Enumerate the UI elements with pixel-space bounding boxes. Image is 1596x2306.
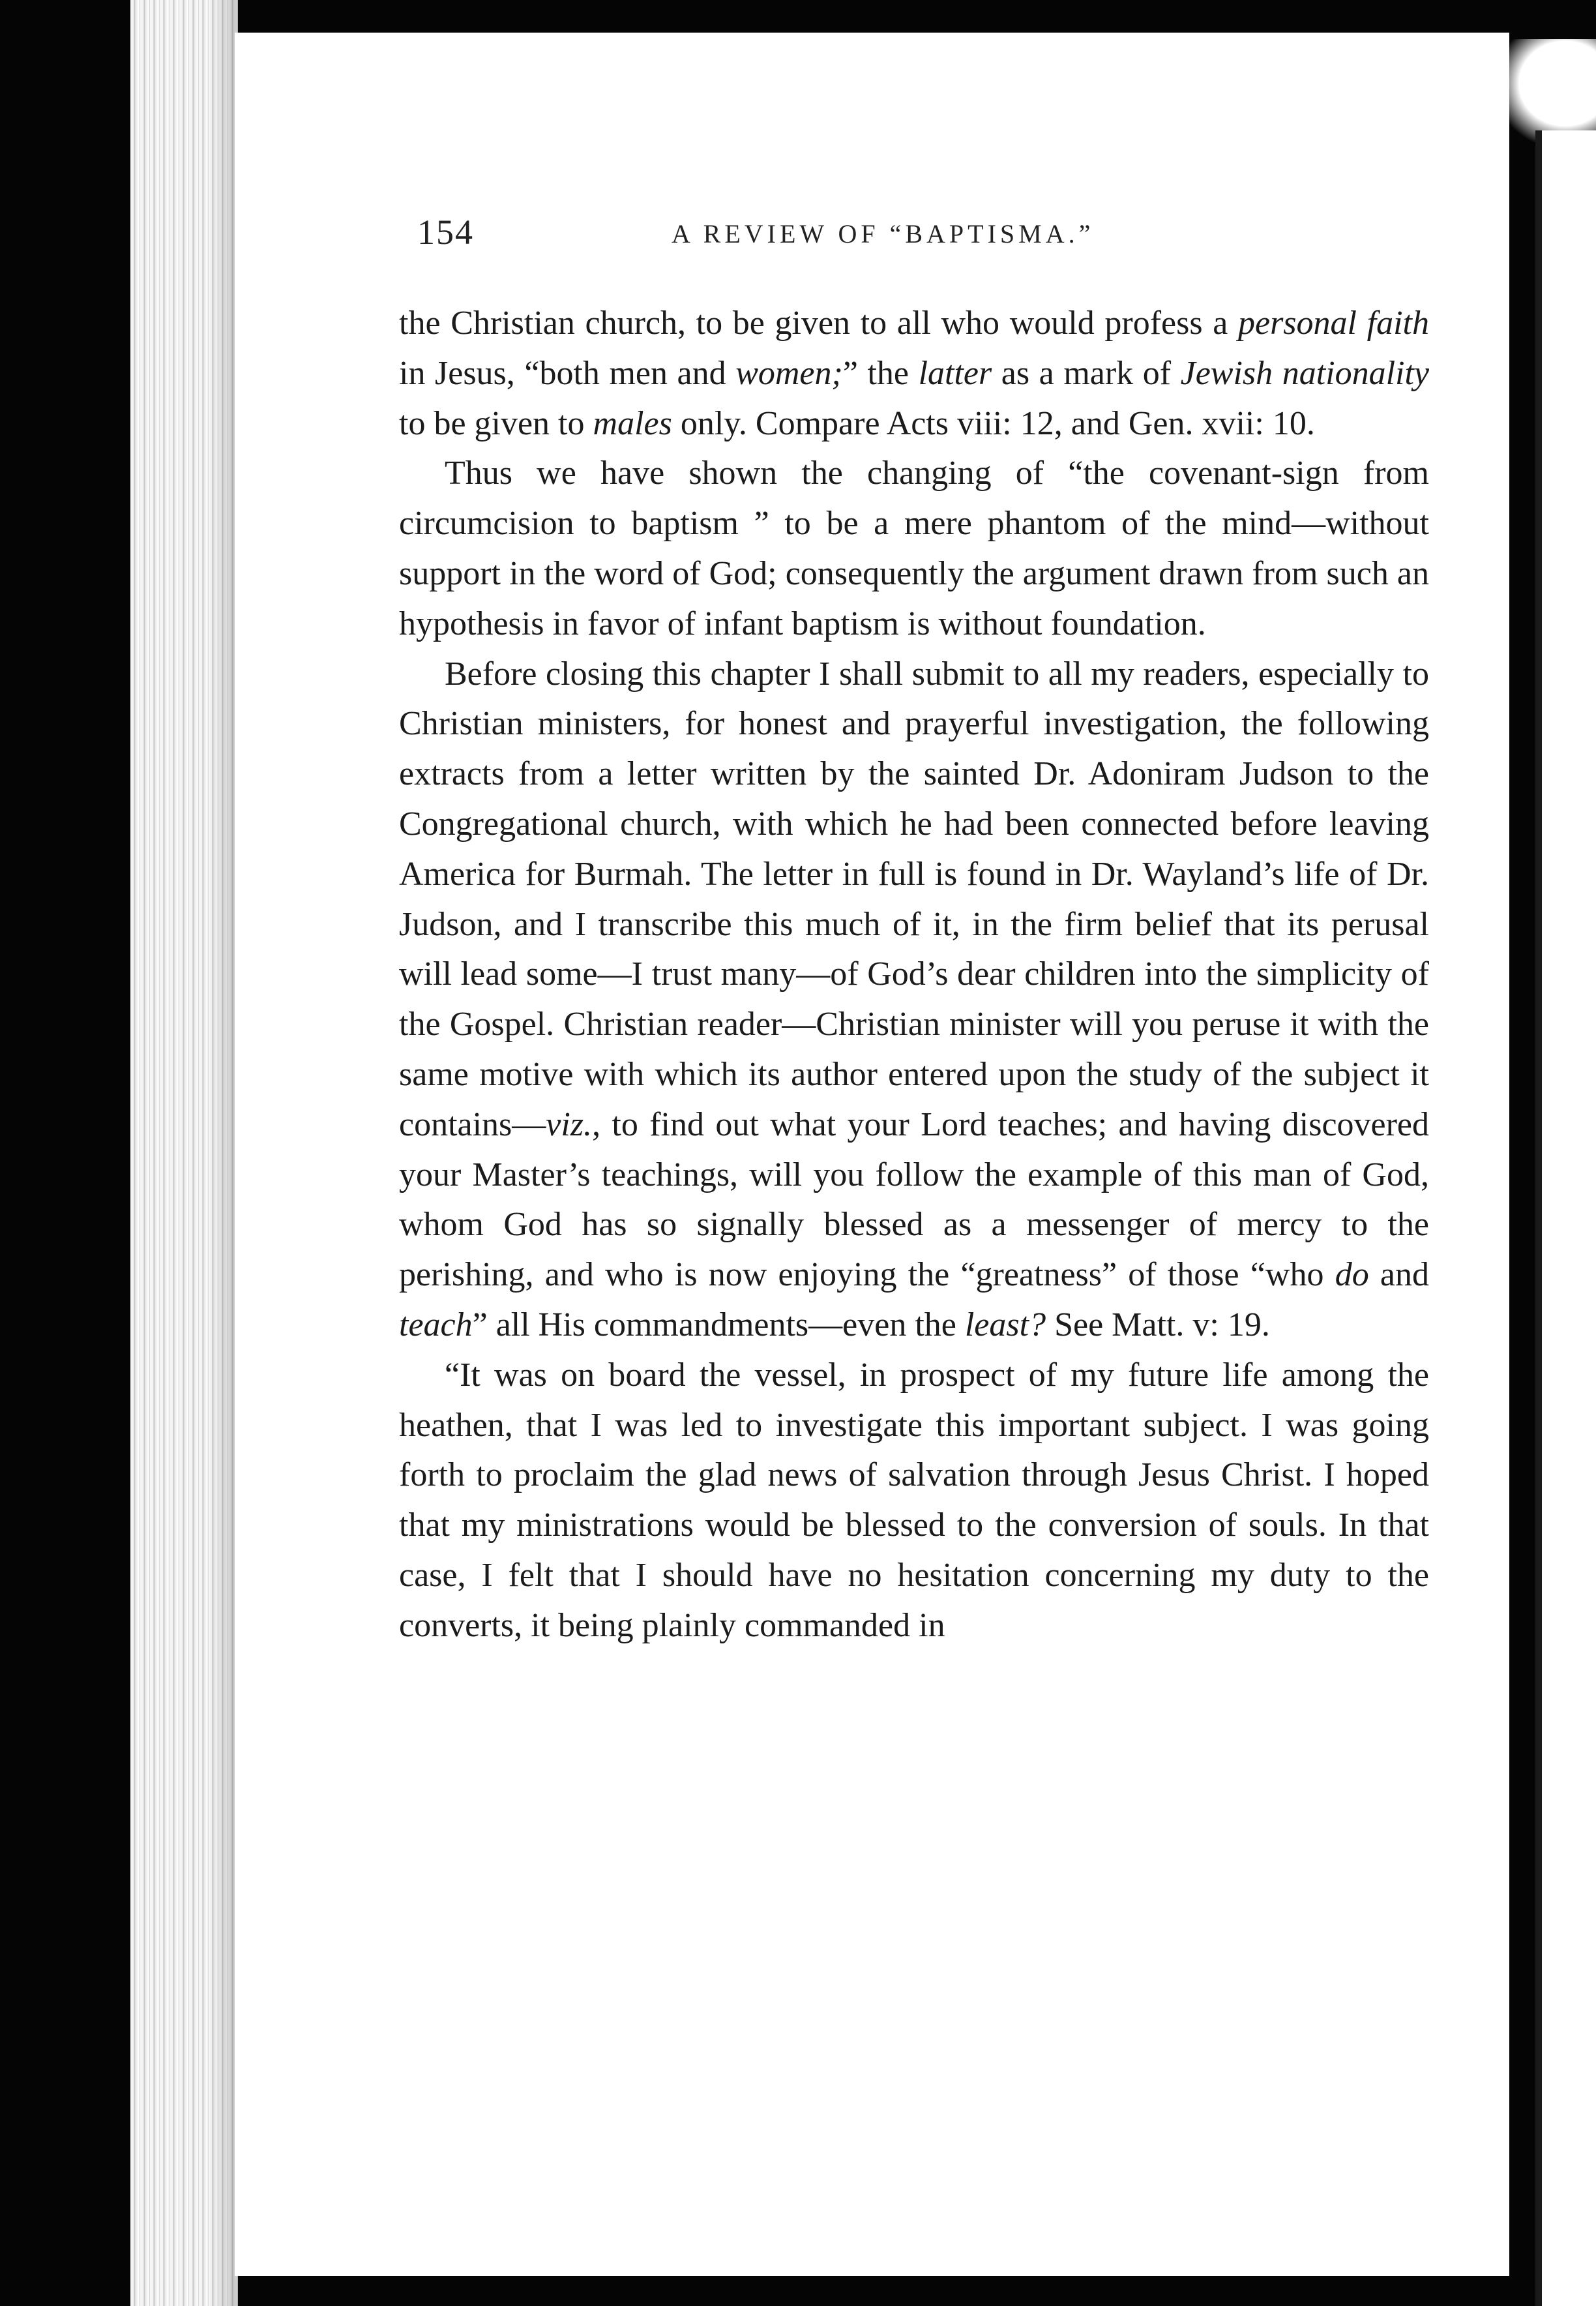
paragraph-judson-introduction bbox=[399, 650, 1429, 1351]
italic-text: least? bbox=[964, 1306, 1046, 1343]
italic-text: personal faith bbox=[1237, 305, 1429, 342]
facing-page-edge bbox=[1535, 130, 1596, 2306]
text-run: Thus we have shown the changing of “the covenant-sign from circumcision to baptism ” to be a mere phantom of the mind—without support in the word of God; consequently the argument drawn from such an hypothesis in favor of infant baptism is without foundation. bbox=[399, 455, 1429, 642]
text-run: as a mark of bbox=[992, 354, 1181, 392]
text-run: ” all His commandments—even the bbox=[472, 1306, 965, 1343]
italic-text: teach bbox=[399, 1306, 473, 1343]
text-run: See Matt. v: 19. bbox=[1046, 1306, 1270, 1343]
text-run: in Jesus, “both men and bbox=[399, 354, 736, 392]
italic-text: latter bbox=[918, 354, 992, 392]
text-run: Before closing this chapter I shall submit to all my readers, especially to Christian ministers, for honest and prayerful investigation, the following extracts from a letter written by the sainted Dr. Adoniram Judson to the Congregational church, with which he had been connected before leaving America for Burmah. The letter in full is found in Dr. Wayland’s life of Dr. Judson, and I transcribe this much of it, in the firm belief that its perusal will lead some—I trust many—of God’s dear children into the simplicity of the Gospel. Christian reader—Christian minister will you peruse it with the same motive with which its author entered upon the study of the subject it contains— bbox=[399, 655, 1429, 1143]
italic-text: viz. bbox=[546, 1105, 593, 1143]
paragraph-phantom-conclusion bbox=[399, 449, 1429, 649]
italic-text: Jewish nationality bbox=[1180, 354, 1430, 392]
text-run: , to find out what your Lord teaches; and having discovered your Master’s teachings, will you follow the example of this man of God, whom God has so signally blessed as a messenger of mercy to the perishing, and who is now enjoying the “greatness” of those “who bbox=[399, 1105, 1429, 1294]
paragraph-continuation bbox=[399, 299, 1429, 449]
running-title: A REVIEW OF “BAPTISMA.” bbox=[672, 219, 1095, 248]
page-edge-shadow bbox=[209, 0, 238, 2306]
text-run: only. Compare Acts viii: 12, and Gen. xvii: 10. bbox=[672, 404, 1315, 442]
italic-text: women; bbox=[735, 354, 843, 392]
running-header bbox=[417, 212, 1421, 277]
body-text bbox=[399, 299, 1429, 1651]
paragraph-judson-quote bbox=[399, 1351, 1429, 1651]
text-run: to be given to bbox=[399, 404, 593, 442]
page-number: 154 bbox=[417, 213, 474, 252]
italic-text: do bbox=[1335, 1256, 1369, 1294]
text-run: ” the bbox=[842, 354, 919, 392]
text-run: “It was on board the vessel, in prospect of my future life among the heathen, that I was led to investigate this important subject. I was going forth to proclaim the glad news of salvation through Jesus Christ. I hoped that my ministrations would be blessed to the conversion of souls. In that case, I felt that I should have no hesitation concerning my duty to the converts, it being plainly commanded in bbox=[399, 1356, 1429, 1644]
text-run: and bbox=[1368, 1256, 1429, 1294]
text-run: the Christian church, to be given to all who would profess a bbox=[399, 305, 1238, 342]
italic-text: males bbox=[593, 404, 672, 442]
